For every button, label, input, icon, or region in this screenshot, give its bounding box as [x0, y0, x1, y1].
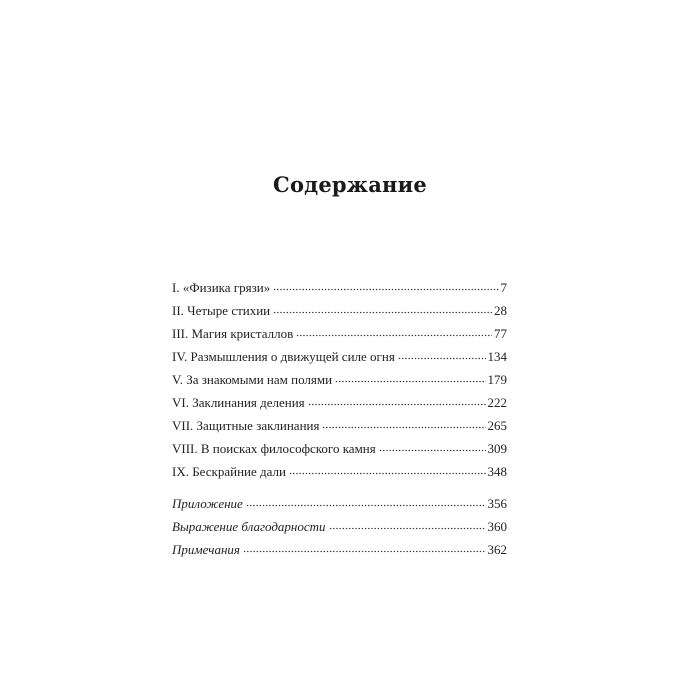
- toc-entry-label: Приложение: [172, 496, 243, 511]
- toc-entry-page: 356: [487, 496, 507, 511]
- toc-entry-page: 7: [500, 280, 507, 295]
- toc-entry-page: 179: [487, 372, 507, 387]
- toc-entry-label: Выражение благодарности: [172, 519, 326, 534]
- toc-entry-label: II. Четыре стихии: [172, 303, 271, 318]
- toc-entry-page: 222: [487, 395, 507, 410]
- toc-entry-label: V. За знакомыми нам полями: [172, 372, 333, 387]
- toc-entry: [172, 299, 507, 322]
- dot-leader: [273, 278, 498, 292]
- toc-entry-page: 309: [487, 441, 507, 456]
- toc-entry: [172, 322, 507, 345]
- toc-entry-page: 28: [494, 303, 507, 318]
- dot-leader: [329, 517, 486, 531]
- toc-entry-label: IV. Размышления о движущей силе огня: [172, 349, 395, 364]
- toc-entry-page: 134: [487, 349, 507, 364]
- toc-entry-label: VI. Заклинания деления: [172, 395, 305, 410]
- toc-entry-label: III. Магия кристаллов: [172, 326, 294, 341]
- toc-entry: [172, 460, 507, 483]
- toc-entry: [172, 276, 507, 299]
- toc-entry-label: I. «Физика грязи»: [172, 280, 271, 295]
- toc-back-matter-entry: [172, 492, 507, 515]
- toc-entry: [172, 368, 507, 391]
- dot-leader: [308, 393, 486, 407]
- table-of-contents: [172, 276, 507, 561]
- toc-entry: [172, 345, 507, 368]
- toc-entry-label: VII. Защитные заклинания: [172, 418, 320, 433]
- page-title: Содержание: [273, 172, 427, 197]
- dot-leader: [322, 416, 485, 430]
- dot-leader: [246, 494, 486, 508]
- toc-entry-page: 360: [487, 519, 507, 534]
- toc-entry-page: 265: [487, 418, 507, 433]
- toc-entry-page: 348: [487, 464, 507, 479]
- toc-entry: [172, 414, 507, 437]
- toc-back-matter-entry: [172, 538, 507, 561]
- toc-entry-page: 362: [487, 542, 507, 557]
- toc-entry: [172, 391, 507, 414]
- dot-leader: [273, 301, 492, 315]
- toc-entry-label: Примечания: [172, 542, 240, 557]
- dot-leader: [379, 439, 486, 453]
- dot-leader: [289, 462, 486, 476]
- toc-entry-label: VIII. В поисках философского камня: [172, 441, 376, 456]
- toc-entry: [172, 437, 507, 460]
- toc-entry-label: IX. Бескрайние дали: [172, 464, 286, 479]
- dot-leader: [243, 540, 486, 554]
- toc-back-matter-entry: [172, 515, 507, 538]
- dot-leader: [398, 347, 486, 361]
- dot-leader: [335, 370, 485, 384]
- dot-leader: [296, 324, 492, 338]
- toc-entry-page: 77: [494, 326, 507, 341]
